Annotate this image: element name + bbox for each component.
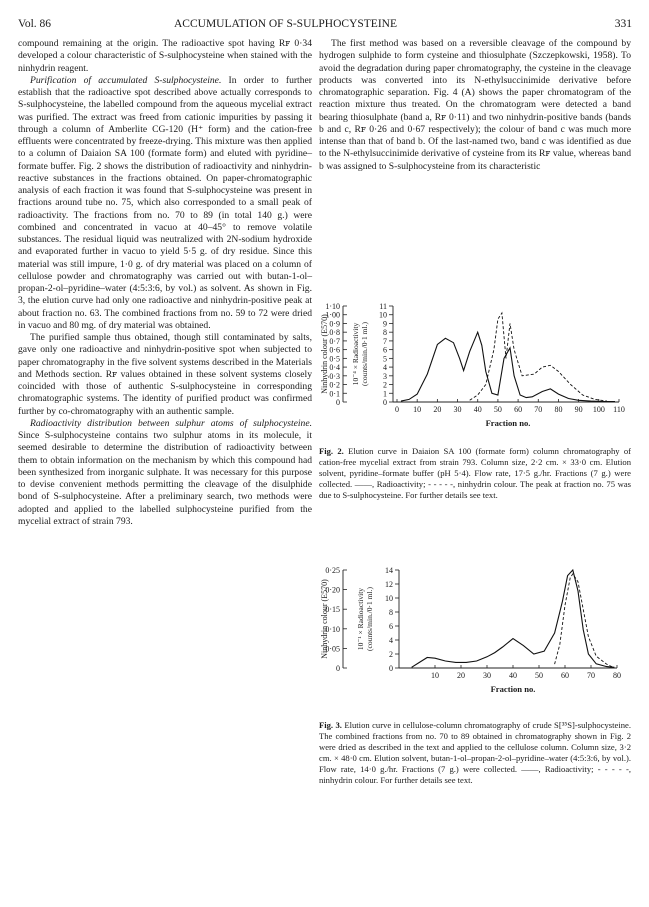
radioactivity-tick-label: 3 [383,371,387,381]
left-axis-label: Ninhydrin colour (E570) [320,314,329,394]
radioactivity-tick-label: 9 [383,319,387,329]
left-tick-label: 0·5 [329,354,340,364]
x-tick-label: 30 [483,671,491,680]
page-number: 331 [614,18,632,30]
left-tick-label: 0·15 [325,605,340,615]
x-tick-label: 20 [433,405,442,414]
radioactivity-line [412,570,615,667]
radioactivity-tick-label: 0 [383,398,387,407]
ninhydrin-colour-line [555,574,615,668]
left-tick-label: 0·10 [325,624,340,634]
radioactivity-tick-label: 7 [383,336,387,346]
left-tick-label: 0·9 [329,319,340,329]
figure-2-chart [319,290,631,442]
x-tick-label: 70 [534,405,543,414]
radioactivity-tick-label: 4 [389,636,393,645]
radioactivity-tick-label: 11 [379,302,387,311]
x-tick-label: 90 [574,405,583,414]
left-tick-label: 1·10 [325,302,340,311]
radioactivity-tick-label: 10 [385,594,393,603]
figure-2-caption [319,446,631,501]
x-tick-label: 10 [431,671,439,680]
x-axis-label: Fraction no. [485,418,531,428]
left-axis-label: Ninhydrin colour (E570) [320,579,329,659]
x-tick-label: 40 [509,671,517,680]
x-tick-label: 100 [592,405,605,414]
left-tick-label: 0·4 [329,363,340,373]
left-tick-label: 0·25 [325,566,340,575]
paragraph: The first method was based on a reversible cleavage of the compound by hydrogen sulphide to form cysteine and thiosulphate (Szczepkowski, 1958). To avoid the degradation during paper chromatography, the cysteine in the cleavage products was converted into its N-ethylsuccinimide derivative before chromatographic separation. Fig. 4 (A) shows the paper chromatogram of the reaction mixture thus treated. On the chromatogram were detected a band bearing thiosulphate (band a, Rꜰ 0·11) and two ninhydrin-positive bands (bands b and c, Rꜰ 0·26 and 0·67 respectively); the colour of band c was much more intense than that of band b. Of the last-named two, band c was identified as due to the N-ethylsuccinimide derivative of cysteine from its Rꜰ value, whereas band b was assigned to S-sulphocysteine from its characteristic [319,38,631,172]
paragraph-body: In order to further establish that the radioactive spot described above actually corresponds to S-sulphocysteine, the labelled compound from the aqueous mycelial extract was purified. The extract was freed from cationic impurities by passing it through a column of Amberlite CG-120 (H⁺ form) and the cation-free effluents were concentrated by freeze-drying. This mixture was then applied to a column of Daiaion SA 100 (formate form) and eluted with pyridine–formate buffer. Fig. 2 shows the distribution of radioactivity and ninhydrin-reactive substances in the fractions obtained. On paper-chromatographic analysis of each fraction it was found that S-sulphocysteine was present in fractions around tube no. 75, which also corresponded to a small peak of radioactivity. The fractions from no. 70 to 89 (in total 140 g.) were combined and concentrated in vacuo at 40–45° to remove volatile substances. The residual liquid was neutralized with 2N-sodium hydroxide and evaporated further in vacuo to yield 5·5 g. of dry residue. Since this material was still impure, 1·0 g. of dry material was placed on a column of cellulose powder and chromatography was carried out with butan-1-ol–propan-2-ol–pyridine–water (4:5:3:6, by vol.) as solvent. As shown in Fig. 3, the elution curve had only one radioactive and ninhydrin-positive peak at about fraction no. 63. The combined fractions from no. 59 to 72 were dried in vacuo and 80 mg. of dry material was obtained. [18,74,312,331]
radioactivity-tick-label: 1 [383,389,387,399]
radioactivity-tick-label: 10 [379,310,387,320]
figure-3-chart [319,556,631,716]
x-tick-label: 20 [457,671,465,680]
x-tick-label: 70 [587,671,595,680]
x-tick-label: 30 [453,405,462,414]
left-tick-label: 0·3 [329,371,340,381]
paragraph-body: Since S-sulphocysteine contains two sulphur atoms in its molecule, it seemed desirable to determine the distribution of radioactivity between them to obtain information on the mechanism by which this compound had been synthesized from inorganic sulphate. It was necessary for this purpose to devise convenient methods permitting the cleavage of the disulphide bond of S-sulphocysteine. After a preliminary search, two methods were adopted and applied to the labelled sulphocysteine purified from the mycelial extract of strain 793. [18,430,312,527]
left-tick-label: 0 [336,664,340,673]
left-tick-label: 0·7 [329,336,340,346]
x-axis-label: Fraction no. [490,684,536,694]
caption-text: Elution curve in cellulose-column chromatography of crude S[³⁵S]-sulphocysteine. The combined fractions from no. 70 to 89 obtained in chromatography shown in Fig. 2 were dried as described in the text and applied to the cellulose column. Column size, 3·2 cm. × 48·0 cm. Elution solvent, butan-1-ol–propan-2-ol–pyridine–water (4:5:3:6, by vol.). Flow rate, 14·0 g./hr. Fractions (7 g.) were collected. ——, Radioactivity; - - - - -, ninhydrin colour. For further details see text. [319,720,631,785]
radioactivity-tick-label: 2 [383,380,387,390]
figure-3 [319,556,631,786]
radioactivity-tick-label: 6 [383,345,387,355]
x-tick-label: 0 [395,405,399,414]
radioactivity-axis-units: (counts/min./0·1 ml.) [365,587,374,651]
x-tick-label: 10 [413,405,422,414]
left-column [18,38,312,528]
radioactivity-tick-label: 8 [389,608,393,617]
radioactivity-tick-label: 5 [383,354,387,364]
radioactivity-tick-label: 14 [385,566,393,575]
left-tick-label: 1·00 [325,310,340,320]
radioactivity-tick-label: 0 [389,664,393,673]
x-tick-label: 110 [613,405,625,414]
running-header [18,18,632,32]
left-tick-label: 0·8 [329,328,340,338]
left-tick-label: 0·1 [329,389,340,399]
radioactivity-axis-units: (counts/min./0·1 ml.) [360,322,369,386]
x-tick-label: 60 [561,671,569,680]
radioactivity-tick-label: 8 [383,328,387,338]
x-tick-label: 50 [493,405,502,414]
radioactivity-axis-label: 10⁻¹ × Radioactivity [356,587,365,651]
radioactivity-tick-label: 2 [389,650,393,659]
left-tick-label: 0 [336,398,340,407]
radioactivity-tick-label: 4 [383,363,387,373]
radioactivity-line [401,332,615,401]
radioactivity-tick-label: 6 [389,622,393,631]
x-tick-label: 80 [554,405,563,414]
caption-label: Fig. 3. [319,720,342,730]
x-tick-label: 40 [473,405,482,414]
right-column [319,38,631,173]
paragraph: The purified sample thus obtained, though still contaminated by salts, gave only one radioactive and ninhydrin-positive spot when subjected to paper chromatography in the five solvent systems described in the Materials and Methods section. Rꜰ values obtained in these solvent systems closely coincided with those of authentic S-sulphocysteine in corresponding chromatographic systems. The identity of purified product was confirmed further by co-chromatography with an authentic sample. [18,332,312,417]
paragraph: compound remaining at the origin. The radioactive spot having Rꜰ 0·34 developed a colour characteristic of S-sulphocysteine when stained with the ninhydrin reagent. [18,38,312,74]
section-heading: Radioactivity distribution between sulphur atoms of sulphocysteine. [30,417,312,429]
figure-2 [319,290,631,501]
figure-3-caption [319,720,631,786]
running-title: ACCUMULATION OF S-SULPHOCYSTEINE [174,18,397,30]
paragraph [18,418,312,528]
x-tick-label: 80 [613,671,621,680]
radioactivity-axis-label: 10⁻⁴ × Radioactivity [351,322,360,386]
section-heading: Purification of accumulated S-sulphocysteine. [30,74,222,86]
radioactivity-tick-label: 12 [385,580,393,589]
left-tick-label: 0·6 [329,345,340,355]
volume-number: Vol. 86 [18,18,52,30]
left-tick-label: 0·2 [329,380,340,390]
x-tick-label: 50 [535,671,543,680]
caption-label: Fig. 2. [319,446,344,456]
paragraph [18,75,312,332]
x-tick-label: 60 [514,405,523,414]
caption-text: Elution curve in Daiaion SA 100 (formate form) column chromatography of cation-free mycelial extract from strain 793. Column size, 2·2 cm. × 33·0 cm. Elution solvent, pyridine–formate buffer (pH 5·4). Flow rate, 17·5 g./hr. Fractions (7 g.) were collected. ——, Radioactivity; - - - - -, ninhydrin colour. The peak at fraction no. 75 was due to S-sulphocysteine. For further details see text. [319,446,631,500]
left-tick-label: 0·05 [325,644,340,654]
left-tick-label: 0·20 [325,585,340,595]
